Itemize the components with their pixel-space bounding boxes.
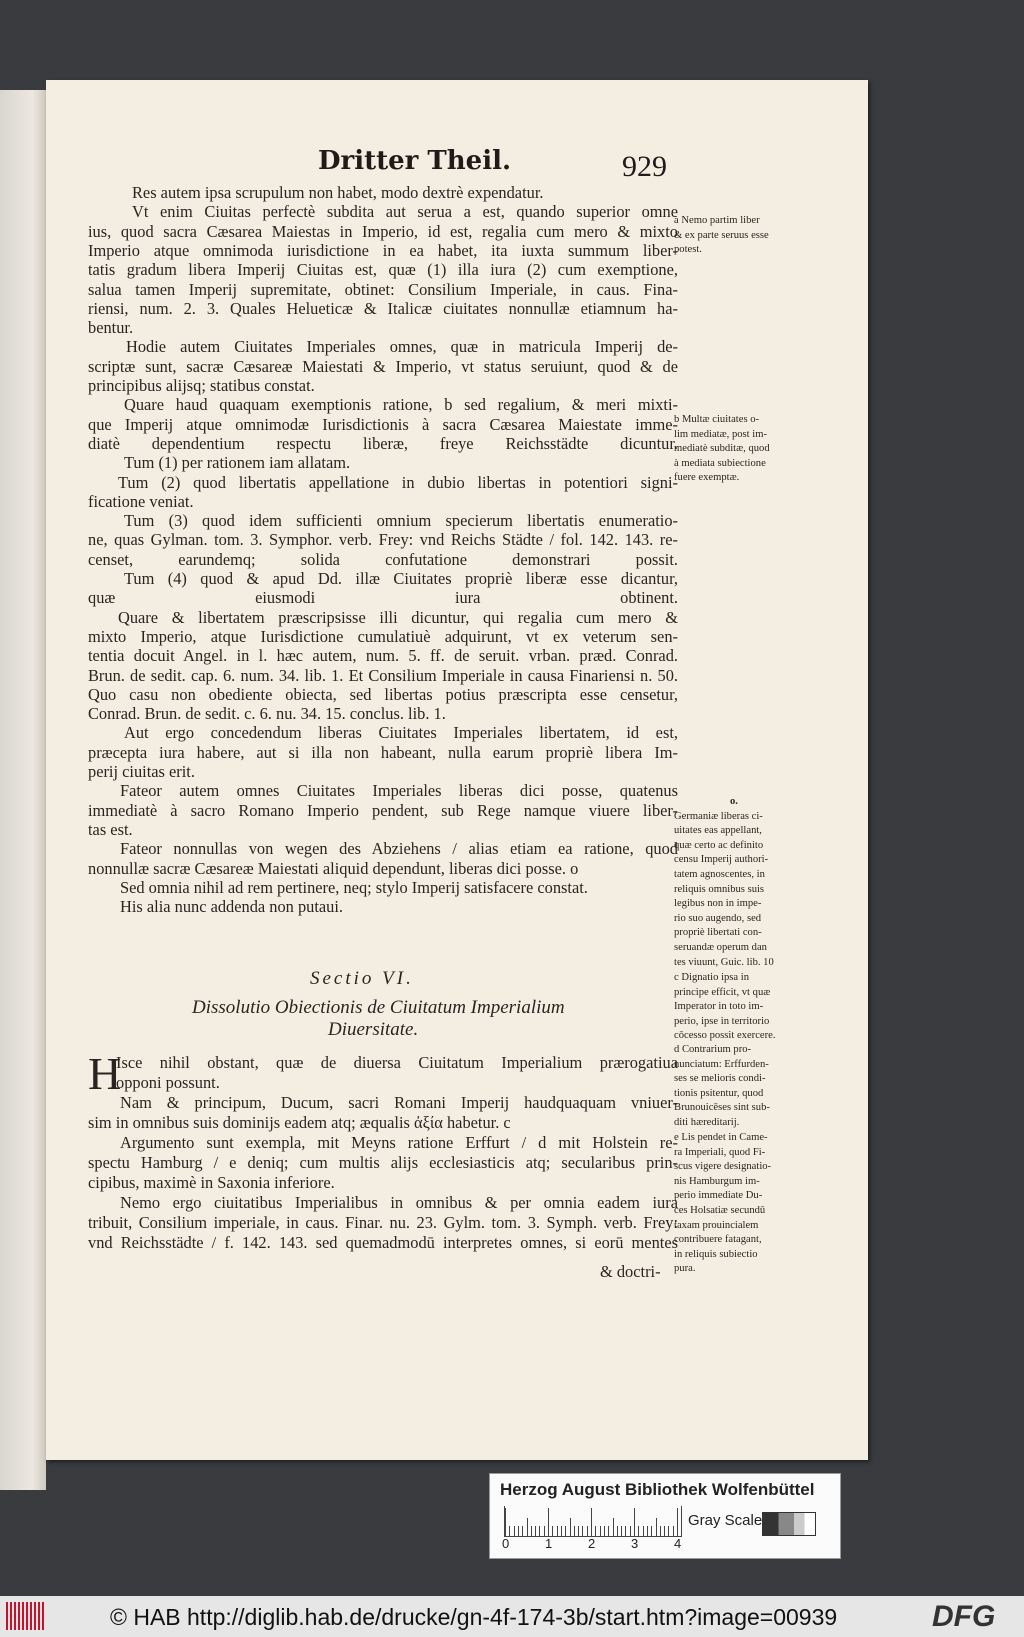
ruler-tick [651,1526,652,1536]
text-line: Conrad. Brun. de sedit. c. 6. nu. 34. 15. conclus. lib. 1. [88,704,446,724]
margin-note [674,214,802,258]
text-line: principibus alijsq; statibus constat. [88,376,315,395]
margin-note-line: in reliquis subiectio [674,1248,758,1260]
margin-note-line: o. [730,796,738,807]
margin-note-line: nunciatum: Erffurden- [674,1058,769,1070]
text-line: tas est. [88,819,133,839]
gray-scale-label: Gray Scale [688,1512,763,1529]
section-heading: Sectio VI. [310,968,414,989]
text-line: Fateor nonnullas von wegen des Abziehens / alias etiam ea ratione, quod [120,839,678,859]
text-line: præcepta iura habere, aut si illa non habeant, nulla earum propriè libera Im- [88,742,678,762]
margin-note-line: reliquis omnibus suis [674,883,765,895]
text-line: riensi, num. 2. 3. Quales Helueticæ & Italicæ ciuitates nonnullæ etiamnum ha- [88,298,678,318]
margin-note [674,413,802,486]
text-line: que Imperij atque omnimodæ Iurisdictionis à sacra Cæsarea Maiestate imme- [88,414,678,434]
margin-note-line: nis Hamburgum im- [674,1175,760,1187]
ruler-tick [621,1526,622,1536]
margin-note-line: tatem agnoscentes, in [674,868,765,880]
section-subheading-cont: Diuersitate. [328,1019,419,1040]
hab-logo-icon [6,1602,46,1630]
ruler-tick [552,1526,553,1536]
text-line: ficatione veniat. [88,491,194,511]
margin-note [674,971,802,1044]
ruler-tick [604,1526,605,1536]
ruler-label: 3 [631,1536,639,1551]
ruler-tick [514,1526,515,1536]
margin-note-line: potest. [674,244,702,256]
ruler-label: 1 [545,1536,553,1551]
ruler-tick [613,1518,614,1536]
text-line: Nemo ergo ciuitatibus Imperialibus in omnibus & per omnia eadem iura [120,1193,678,1212]
text-line: tatis gradum libera Imperij Ciuitas est, quæ (1) illa iura (2) cum exemptione, [88,260,678,280]
text-line: vnd Reichsstädte / f. 142. 143. sed quemadmodū interpretes omnes, si eorū mentes [88,1233,678,1252]
margin-note-line: taxam prouincialem [674,1219,759,1231]
text-line: immediatè à sacro Romano Imperio pendent, sub Rege namque viuere liber- [88,800,678,820]
margin-note-line: fuere exemptæ. [674,472,740,484]
margin-note-line: legibus non in impe- [674,898,762,910]
text-line: Imperio atque omnimoda iurisdictione in ea habet, ita iuxta summum liber- [88,240,678,260]
text-line: Fateor autem omnes Ciuitates Imperiales liberas dici posse, quatenus [120,781,678,801]
margin-note-line: perio, ipse in territorio [674,1015,770,1027]
margin-note-line: contribuere fatagant, [674,1234,762,1246]
text-line: perij ciuitas erit. [88,762,195,781]
ruler-tick [509,1526,510,1536]
text-line: Isce nihil obstant, quæ de diuersa Ciuitatum Imperialium prærogatiua [116,1053,678,1072]
ruler-tick [557,1526,558,1536]
margin-note-line: Germaniæ liberas ci- [674,810,763,822]
text-line: scriptæ sunt, sacræ Cæsareæ Maiestati & Imperio, vt status seruiunt, quod & de [88,356,678,376]
margin-note-line: ses se melioris condi- [674,1073,766,1085]
library-name: Herzog August Bibliothek Wolfenbüttel [500,1480,815,1499]
library-scale-card [489,1473,841,1559]
margin-note-line: principe efficit, vt quæ [674,986,771,998]
ruler-tick [638,1526,639,1536]
ruler-tick [625,1526,626,1536]
text-line: Tum (4) quod & apud Dd. illæ Ciuitates propriè liberæ esse dicantur, [124,569,678,588]
section-subheading: Dissolutio Obiectionis de Ciuitatum Imperialium [192,997,565,1018]
text-line: Aut ergo concedendum liberas Ciuitates Imperiales libertatem, id est, [124,723,678,743]
ruler-tick [544,1526,545,1536]
ruler-tick [518,1526,519,1536]
margin-note-line: ra Imperiali, quod Fi- [674,1146,766,1158]
catchword: & doctri- [600,1262,661,1281]
ruler-tick [617,1526,618,1536]
ruler-tick [634,1508,635,1536]
text-line: Res autem ipsa scrupulum non habet, modo dextrè expendatur. [132,183,544,202]
text-line: Tum (2) quod libertatis appellatione in dubio libertas in potentiori signi- [118,472,678,492]
ruler-tick [561,1526,562,1536]
text-line: Vt enim Ciuitas perfectè subdita aut serua a est, quando superior omne [132,202,678,222]
gray-scale-bar [762,1512,816,1536]
margin-note-line: à mediata subiectione [674,457,766,469]
ruler-tick [595,1526,596,1536]
ruler-tick [505,1508,506,1536]
ruler-tick [531,1526,532,1536]
margin-note-line: e Lis pendet in Came- [674,1132,768,1143]
text-line: cipibus, maximè in Saxonia inferiore. [88,1173,335,1192]
text-line: mixto Imperio, atque Iurisdictione cumulatiuè adquirunt, vt ex veterum sen- [88,626,678,646]
ruler-tick [656,1518,657,1536]
text-line: tribuit, Consilium imperiale, in caus. Finar. nu. 23. Gylm. tom. 3. Symph. verb. Frey: [88,1213,678,1232]
footer-url: © HAB http://diglib.hab.de/drucke/gn-4f-174-3b/start.htm?image=00939 [110,1604,838,1630]
ruler-tick [522,1526,523,1536]
text-line: ius, quod sacra Cæsarea Maiestas in Imperio, id est, regalia cum mero & mixto [88,221,678,241]
ruler-tick [535,1526,536,1536]
ruler-tick [527,1518,528,1536]
margin-note-line: propriè libertati con- [674,927,762,939]
margin-note-line: uitates eas appellant, [674,825,762,837]
ruler-tick [548,1508,549,1536]
margin-note-line: a Nemo partim liber [674,215,760,226]
text-line: Quare & libertatem præscripsisse illi dicuntur, qui regalia cum mero & [118,607,678,627]
ruler-tick [643,1526,644,1536]
text-line: Tum (1) per rationem iam allatam. [124,453,351,473]
ruler-tick [570,1518,571,1536]
scale-ruler [504,1506,682,1537]
margin-note [674,1043,802,1131]
ruler-tick [630,1526,631,1536]
facing-page-edge [0,90,46,1490]
margin-note-line: lim mediatæ, post im- [674,428,767,440]
margin-note-line: quæ certo ac definito [674,839,764,851]
margin-note-line: cōcesso possit exercere. [674,1030,776,1042]
ruler-tick [668,1526,669,1536]
margin-note-line: tes viuunt, Guic. lib. 10 [674,956,774,968]
text-line: ne, quas Gylman. tom. 3. Symphor. verb. Frey: vnd Reichs Städte / fol. 142. 143. re- [88,530,678,550]
margin-note-line: scus vigere designatio- [674,1161,772,1173]
margin-note-line: Brunouicēses sint sub- [674,1102,770,1114]
margin-note-line: c Dignatio ipsa in [674,972,750,983]
text-line: tentia docuit Angel. in l. hæc autem, num. 5. ff. de seruit. vrban. præd. Conrad. [88,646,678,666]
text-line: Quare haud quaquam exemptionis ratione, b sed regalium, & meri mixti- [124,395,678,415]
ruler-tick [565,1526,566,1536]
text-line: Sed omnia nihil ad rem pertinere, neq; stylo Imperij satisfacere constat. [120,877,588,897]
text-line: His alia nunc addenda non putaui. [120,897,344,917]
dfg-logo: DFG [932,1600,996,1633]
ruler-tick [673,1526,674,1536]
page-number: 929 [622,150,667,183]
text-line: Quo casu non obediente obiecta, sed libertas potius præscripta esse censetur, [88,684,678,704]
footer-bar [0,1596,1024,1637]
margin-note-line: & ex parte seruus esse [674,229,769,241]
margin-note [674,1131,802,1277]
margin-note-line: seruandæ operum dan [674,941,767,953]
margin-note-line: d Contrarium pro- [674,1044,752,1055]
margin-note-line: rio suo augendo, sed [674,912,762,924]
ruler-tick [578,1526,579,1536]
ruler-tick [539,1526,540,1536]
margin-note-line: b Multæ ciuitates o- [674,414,760,425]
ruler-tick [608,1526,609,1536]
text-line: Brun. de sedit. cap. 6. num. 34. lib. 1. Et Consilium Imperiale in causa Finariensi n. 50. [88,665,678,685]
margin-note-line: Imperator in toto im- [674,1001,764,1013]
ruler-tick [660,1526,661,1536]
margin-note-line: diti hæreditarij. [674,1116,740,1128]
running-head: Dritter Theil. [318,146,512,176]
margin-note-line: pura. [674,1263,696,1275]
ruler-tick [600,1526,601,1536]
text-line: diatè dependentium respectu liberæ, freye Reichsstädte dicuntur. [88,433,678,453]
margin-note [674,795,802,970]
ruler-tick [647,1526,648,1536]
text-line: Hodie autem Ciuitates Imperiales omnes, quæ in matricula Imperij de- [126,337,678,357]
ruler-tick [664,1526,665,1536]
margin-note-line: tionis psitentur, quod [674,1087,764,1099]
text-line: quæ eiusmodi iura obtinent. [88,588,678,608]
text-line: opponi possunt. [116,1073,220,1092]
drop-capital: H [88,1048,122,1099]
text-line: censet, earundemq; solida confutatione demonstrari possit. [88,549,678,569]
ruler-tick [591,1508,592,1536]
ruler-label: 0 [502,1536,510,1551]
ruler-tick [582,1526,583,1536]
text-line: bentur. [88,318,134,338]
margin-note-line: censu Imperij authori- [674,854,769,866]
margin-note-line: ces Holsatiæ secundū [674,1204,766,1216]
ruler-label: 2 [588,1536,596,1551]
text-line: Argumento sunt exempla, mit Meyns ratione Erffurt / d mit Holstein re- [120,1133,678,1152]
text-line: spectu Hamburg / e deniq; cum multis alijs ecclesiasticis atq; secularibus prin- [88,1153,678,1172]
text-line: Tum (3) quod idem sufficienti omnium specierum libertatis enumeratio- [124,511,678,531]
text-line: nonnullæ sacræ Cæsareæ Maiestati aliquid dependunt, liberas dici posse. o [88,858,579,878]
ruler-tick [677,1508,678,1536]
ruler-tick [587,1526,588,1536]
text-line: salua tamen Imperij supremitate, obtinet: Consilium Imperiale, in caus. Fina- [88,279,678,299]
text-line: Nam & principum, Ducum, sacri Romani Imperij haudquaquam vniuer- [120,1093,678,1112]
margin-note-line: perio immediate Du- [674,1190,763,1202]
ruler-label: 4 [674,1536,682,1551]
text-line: sim in omnibus suis dominijs eadem atq; æqualis ἀξία habetur. c [88,1113,511,1132]
margin-note-line: mediatè subditæ, quod [674,443,770,455]
ruler-tick [574,1526,575,1536]
